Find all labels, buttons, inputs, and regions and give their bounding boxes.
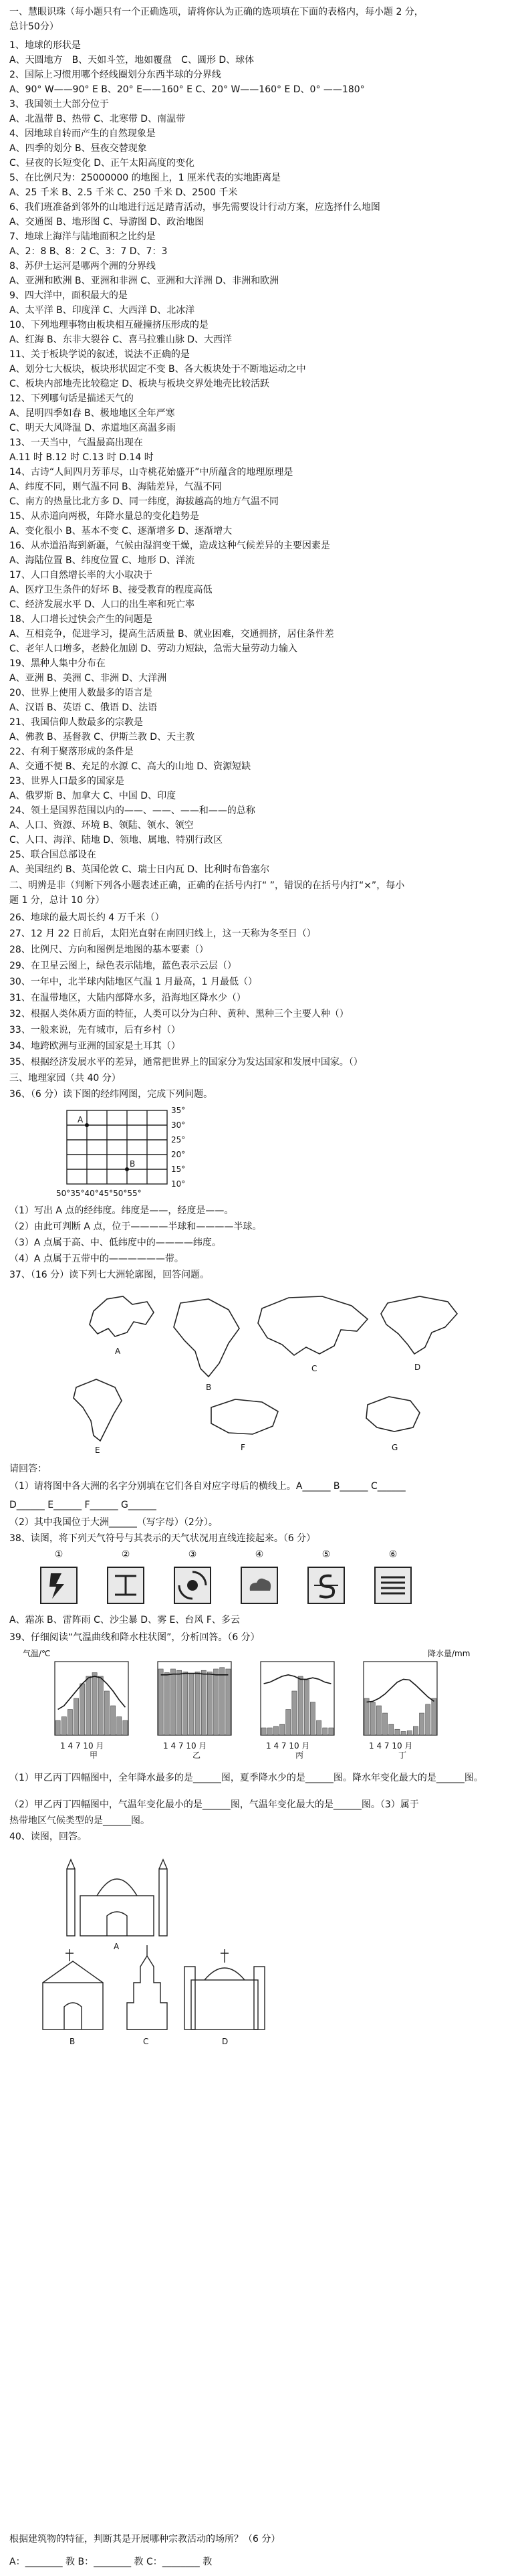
options: A、纬度不同，则气温不同 B、海陆差异，气温不同	[9, 482, 222, 492]
precipitation-bar	[286, 1710, 291, 1736]
options: A、北温带 B、热带 C、北寒带 D、南温带	[9, 114, 186, 124]
precipitation-bar	[220, 1668, 225, 1735]
precipitation-bar	[395, 1729, 400, 1735]
options: C、人口、海洋、陆地 D、领地、属地、特别行政区	[9, 835, 223, 846]
options: C、经济发展水平 D、人口的出生率和死亡率	[9, 599, 195, 610]
point-b-marker	[125, 1167, 129, 1171]
lat-tick: 20°	[171, 1150, 186, 1159]
options: A、天圆地方 B、天如斗笠，地如覆盘 C、圆形 D、球体	[9, 55, 255, 66]
month-ticks: 1 4 7 10 月	[266, 1741, 310, 1751]
precipitation-bar	[329, 1728, 334, 1735]
precipitation-bar	[92, 1673, 97, 1736]
precipitation-bar	[323, 1728, 327, 1735]
options: C、昼夜的长短变化 D、正午太阳高度的变化	[9, 158, 195, 169]
lat-tick: 10°	[171, 1179, 186, 1189]
precipitation-bar	[74, 1698, 79, 1735]
question: （2）由此可判断 A 点，位于————半球和————半球。	[9, 1221, 262, 1232]
precipitation-bar	[183, 1672, 188, 1735]
precipitation-bar	[117, 1717, 122, 1736]
question: 请回答：	[9, 1464, 47, 1474]
options: A、交通图 B、地形图 C、导游图 D、政治地图	[9, 217, 205, 227]
continent-antarctica-outline	[211, 1399, 278, 1434]
options: C、板块内部地壳比较稳定 D、板块与板块交界处地壳比较活跃	[9, 379, 270, 389]
question: （2）甲乙丙丁四幅图中，气温年变化最小的是______图，气温年变化最大的是______图。（3）属于	[9, 1799, 419, 1810]
precipitation-bar	[214, 1669, 219, 1735]
precipitation-bar	[98, 1676, 103, 1735]
question: （2）其中我国位于大洲______（写字母）（2分）。	[9, 1517, 218, 1528]
sandstorm-icon	[307, 1567, 345, 1604]
question: 22、有利于聚落形成的条件是	[9, 747, 134, 757]
options: A、互相竞争，促进学习，提高生活质量 B、就业困难，交通拥挤，居住条件差	[9, 629, 334, 639]
options: A、交通不便 B、充足的水源 C、高大的山地 D、资源短缺	[9, 761, 251, 772]
precipitation-bar	[426, 1704, 430, 1735]
options: A、2：8 B、8：2 C、3：7 D、7：3	[9, 246, 168, 257]
precipitation-bar	[376, 1706, 381, 1735]
question: 2、国际上习惯用哪个经线圈划分东西半球的分界线	[9, 70, 221, 80]
precipitation-bar	[370, 1702, 375, 1736]
precipitation-bar	[273, 1726, 278, 1735]
weather-number: ⑤	[321, 1549, 331, 1560]
question: 21、我国信仰人数最多的宗教是	[9, 717, 143, 728]
options: A、海陆位置 B、纬度位置 C、地形 D、洋流	[9, 555, 195, 566]
precipitation-bar	[55, 1720, 60, 1735]
lat-long-grid-figure	[53, 1105, 201, 1199]
continent-asia-outline	[258, 1296, 368, 1355]
question: 25、联合国总部设在	[9, 850, 96, 860]
building-label: A	[114, 1942, 120, 1951]
continent-label: E	[95, 1446, 100, 1455]
question: 1、地球的形状是	[9, 40, 81, 51]
judge-item: 30、一年中，北半球内陆地区气温 1 月最高，1 月最低（）	[9, 977, 257, 987]
climate-charts-figure	[20, 1648, 501, 1762]
precipitation-bar	[310, 1702, 315, 1736]
lat-tick: 15°	[171, 1165, 186, 1174]
precipitation-bar	[123, 1720, 128, 1735]
precipitation-bar	[177, 1670, 182, 1735]
options: A、俄罗斯 B、加拿大 C、中国 D、印度	[9, 791, 176, 801]
typhoon-icon	[174, 1567, 211, 1604]
question: 37、（16 分）读下列七大洲轮廓图，回答问题。	[9, 1270, 210, 1280]
precipitation-bar	[111, 1706, 116, 1735]
continent-africa-outline	[174, 1299, 239, 1377]
frost-icon	[107, 1567, 144, 1604]
section3-heading: 三、地理家园（共 40 分）	[9, 1073, 121, 1084]
continent-label: A	[115, 1347, 121, 1356]
chart-label: 丁	[398, 1751, 407, 1760]
question: 13、一天当中，气温最高出现在	[9, 437, 143, 448]
options: A、25 千米 B、2.5 千米 C、250 千米 D、2500 千米	[9, 187, 238, 198]
question: 18、人口增长过快会产生的问题是	[9, 614, 152, 625]
continent-label: D	[414, 1363, 421, 1372]
weather-number: ③	[188, 1549, 197, 1560]
options: A、佛教 B、基督教 C、伊斯兰教 D、天主教	[9, 732, 195, 742]
section1-heading: 一、慧眼识珠（每小题只有一个正确选项，请将你认为正确的选项填在下面的表格内，每小题 2 分，	[9, 7, 424, 17]
section1-heading2: 总计50分）	[9, 21, 59, 32]
precipitation-bar	[267, 1728, 272, 1735]
options: A、90° W——90° E B、20° E——160° E C、20° W——160° E D、0° ——180°	[9, 84, 365, 95]
options: A、美国纽约 B、英国伦敦 C、瑞士日内瓦 D、比利时布鲁塞尔	[9, 864, 270, 875]
options: A、红海 B、东非大裂谷 C、喜马拉雅山脉 D、大西洋	[9, 334, 233, 345]
question: 36、（6 分）读下图的经纬网图，完成下列问题。	[9, 1089, 213, 1100]
precipitation-bar	[189, 1674, 194, 1735]
axis-title-temperature: 气温/℃	[23, 1649, 51, 1658]
continents-figure	[53, 1290, 481, 1457]
question: 热带地区气候类型的是______图。	[9, 1815, 150, 1826]
options: A、昆明四季如春 B、极地地区全年严寒	[9, 408, 175, 419]
options: A、汉语 B、英语 C、俄语 D、法语	[9, 702, 158, 713]
precipitation-bar	[389, 1724, 394, 1736]
lon-ticks: 50°35°40°45°50°55°	[56, 1189, 142, 1198]
options: A、亚洲 B、美洲 C、非洲 D、大洋洲	[9, 673, 167, 684]
question: 11、关于板块学说的叙述，说法不正确的是	[9, 349, 190, 360]
precipitation-bar	[207, 1672, 212, 1735]
judge-item: 34、地跨欧洲与亚洲的国家是土耳其（）	[9, 1041, 180, 1052]
precipitation-bar	[304, 1680, 309, 1736]
question: D______ E______ F______ G______	[9, 1500, 156, 1510]
precipitation-bar	[164, 1673, 169, 1736]
options: A、霜冻 B、雷阵雨 C、沙尘暴 D、雾 E、台风 F、多云	[9, 1615, 240, 1625]
temperature-curve	[264, 1675, 332, 1684]
precipitation-bar	[413, 1726, 418, 1735]
question: 6、我们班准备到邻外的山地进行远足踏青活动，事先需要设计行动方案，应选择什么地图	[9, 202, 380, 213]
building-label: C	[143, 2037, 149, 2046]
precipitation-bar	[195, 1672, 200, 1735]
continent-label: G	[392, 1443, 398, 1452]
precipitation-bar	[407, 1730, 412, 1735]
axis-title-precipitation: 降水量/mm	[428, 1649, 471, 1658]
question: （3）A 点属于高、中、低纬度中的————纬度。	[9, 1237, 221, 1248]
precipitation-bar	[298, 1676, 303, 1735]
judge-item: 31、在温带地区，大陆内部降水多，沿海地区降水少（）	[9, 993, 246, 1003]
judge-item: 28、比例尺、方向和图例是地图的基本要素（）	[9, 945, 209, 955]
answer-line: A：________ 教 B：________ 教 C：________ 教	[9, 2557, 213, 2567]
month-ticks: 1 4 7 10 月	[60, 1741, 104, 1751]
church-drawing	[43, 1949, 103, 2029]
precipitation-bar	[292, 1691, 297, 1735]
options: A、划分七大板块，板块形状固定不变 B、各大板块处于不断地运动之中	[9, 364, 306, 375]
options: A.11 时 B.12 时 C.13 时 D.14 时	[9, 452, 154, 463]
precipitation-bar	[201, 1670, 206, 1735]
options: A、变化很小 B、基本不变 C、逐渐增多 D、逐渐增大	[9, 526, 233, 536]
weather-number: ④	[255, 1549, 264, 1560]
judge-item: 27、12 月 22 日前后，太阳光直射在南回归线上，这一天称为冬至日（）	[9, 928, 316, 939]
lat-tick: 25°	[171, 1135, 186, 1145]
judge-item: 32、根据人类体质方面的特征，人类可以分为白种、黄种、黑种三个主要人种（）	[9, 1009, 349, 1019]
judge-item: 33、一般来说，先有城市，后有乡村（）	[9, 1025, 180, 1035]
building-label: D	[222, 2037, 229, 2046]
question: 17、人口自然增长率的大小取决于	[9, 570, 152, 581]
question: 3、我国领土大部分位于	[9, 99, 109, 110]
mosque-drawing	[67, 1860, 167, 1936]
temperature-curve	[58, 1676, 126, 1710]
month-ticks: 1 4 7 10 月	[163, 1741, 207, 1751]
precipitation-bar	[261, 1728, 266, 1735]
question: 根据建筑物的特征，判断其是开展哪种宗教活动的场所？（6 分）	[9, 2534, 281, 2545]
question: 9、四大洋中，面积最大的是	[9, 290, 128, 301]
chart-label: 乙	[192, 1751, 201, 1760]
month-ticks: 1 4 7 10 月	[369, 1741, 413, 1751]
precipitation-bar	[432, 1698, 436, 1735]
question: （1）甲乙丙丁四幅图中，全年降水最多的是______图，夏季降水少的是______图。降水年变化最大的是______图。	[9, 1773, 483, 1783]
options: A、太平洋 B、印度洋 C、大西洋 D、北冰洋	[9, 305, 195, 316]
continent-label: C	[311, 1364, 317, 1373]
question: 39、仔细阅读“气温曲线和降水柱状图”，分析回答。（6 分）	[9, 1632, 260, 1643]
options: A、人口、资源、环境 B、领陆、领水、领空	[9, 820, 194, 831]
judge-item: 29、在卫星云图上，绿色表示陆地，蓝色表示云层（）	[9, 961, 237, 971]
precipitation-bar	[383, 1713, 388, 1735]
climate-panels	[55, 1662, 437, 1735]
question: （4）A 点属于五带中的——————带。	[9, 1254, 184, 1264]
precipitation-bar	[226, 1669, 231, 1735]
fog-icon	[374, 1567, 412, 1604]
question: （1）请将图中各大洲的名字分别填在它们各自对应字母后的横线上。A______ B______ C______	[9, 1481, 406, 1492]
question: 23、世界人口最多的国家是	[9, 776, 124, 787]
question: 4、因地球自转而产生的自然现象是	[9, 128, 156, 139]
question: 24、领土是国界范围以内的——、——、——和——的总称	[9, 805, 255, 816]
section2-heading: 二、明辨是非（判断下列各小题表述正确，正确的在括号内打“ ”，错误的在括号内打“×”，每小	[9, 880, 405, 891]
judge-item: 35、根据经济发展水平的差异，通常把世界上的国家分为发达国家和发展中国家。（）	[9, 1057, 363, 1068]
question: 5、在比例尺为：25000000 的地图上，1 厘米代表的实地距离是	[9, 173, 281, 183]
question: （1）写出 A 点的经纬度。纬度是——，经度是——。	[9, 1205, 234, 1216]
weather-number: ②	[121, 1549, 130, 1560]
options: A、亚洲和欧洲 B、亚洲和非洲 C、亚洲和大洋洲 D、非洲和欧洲	[9, 276, 279, 286]
question: 40、读图，回答。	[9, 1831, 87, 1842]
precipitation-bar	[61, 1717, 66, 1736]
precipitation-bar	[280, 1724, 285, 1736]
precipitation-bar	[104, 1691, 109, 1735]
weather-number: ①	[54, 1549, 63, 1560]
cloudy-icon	[241, 1567, 278, 1604]
precipitation-bar	[401, 1732, 406, 1736]
continent-south-america-outline	[74, 1379, 122, 1441]
options: C、明天大风降温 D、赤道地区高温多雨	[9, 423, 176, 433]
lat-tick: 35°	[171, 1106, 186, 1115]
precipitation-bar	[170, 1669, 175, 1735]
building-label: B	[70, 2037, 76, 2046]
climate-chart-frame	[261, 1662, 334, 1735]
precipitation-bar	[80, 1684, 85, 1735]
question: 7、地球上海洋与陆地面积之比约是	[9, 231, 156, 242]
thunderstorm-icon	[40, 1567, 78, 1604]
section2-heading2: 题 1 分，总计 10 分）	[9, 895, 105, 906]
lat-tick: 30°	[171, 1120, 186, 1130]
question: 12、下列哪句话是描述天气的	[9, 393, 134, 404]
continent-europe-outline	[90, 1296, 154, 1336]
point-a-label: A	[78, 1115, 84, 1124]
options: C、老年人口增多，老龄化加剧 D、劳动力短缺，急需大量劳动力输入	[9, 643, 298, 654]
question: 8、苏伊士运河是哪两个洲的分界线	[9, 261, 156, 272]
precipitation-bar	[158, 1669, 163, 1735]
chart-label: 甲	[90, 1751, 98, 1760]
temperature-curve	[367, 1679, 434, 1702]
precipitation-bar	[317, 1720, 321, 1735]
point-a-marker	[85, 1123, 89, 1127]
continent-label: B	[206, 1383, 212, 1392]
cathedral-drawing	[184, 1949, 265, 2029]
precipitation-bar	[420, 1713, 424, 1735]
question: 10、下列地理事物由板块相互碰撞挤压形成的是	[9, 320, 209, 330]
options: C、南方的热量比北方多 D、同一纬度，海拔越高的地方气温不同	[9, 496, 279, 507]
question: 19、黑种人集中分布在	[9, 658, 106, 669]
continent-label: F	[241, 1443, 245, 1452]
options: A、医疗卫生条件的好坏 B、接受教育的程度高低	[9, 585, 213, 595]
question: 38、读图，将下列天气符号与其表示的天气状况用直线连接起来。（6 分）	[9, 1533, 316, 1544]
religious-buildings-figure	[33, 1849, 274, 2056]
weather-number: ⑥	[388, 1549, 398, 1560]
chart-label: 丙	[295, 1751, 304, 1760]
question: 20、世界上使用人数最多的语言是	[9, 688, 152, 698]
question: 14、古诗“人间四月芳菲尽，山寺桃花始盛开”中所蕴含的地理原理是	[9, 467, 293, 478]
precipitation-bar	[86, 1676, 91, 1735]
point-b-label: B	[130, 1159, 136, 1169]
pagoda-drawing	[127, 1945, 167, 2029]
continent-oceania-outline	[366, 1397, 420, 1431]
question: 15、从赤道向两极，年降水量总的变化趋势是	[9, 511, 199, 522]
judge-item: 26、地球的最大周长约 4 万千米（）	[9, 912, 164, 923]
precipitation-bar	[68, 1710, 72, 1736]
options: A、四季的划分 B、昼夜交替现象	[9, 143, 147, 154]
continent-north-america-outline	[381, 1296, 457, 1354]
question: 16、从赤道沿海到新疆，气候由湿润变干燥，造成这种气候差异的主要因素是	[9, 540, 330, 551]
precipitation-bar	[364, 1698, 369, 1735]
